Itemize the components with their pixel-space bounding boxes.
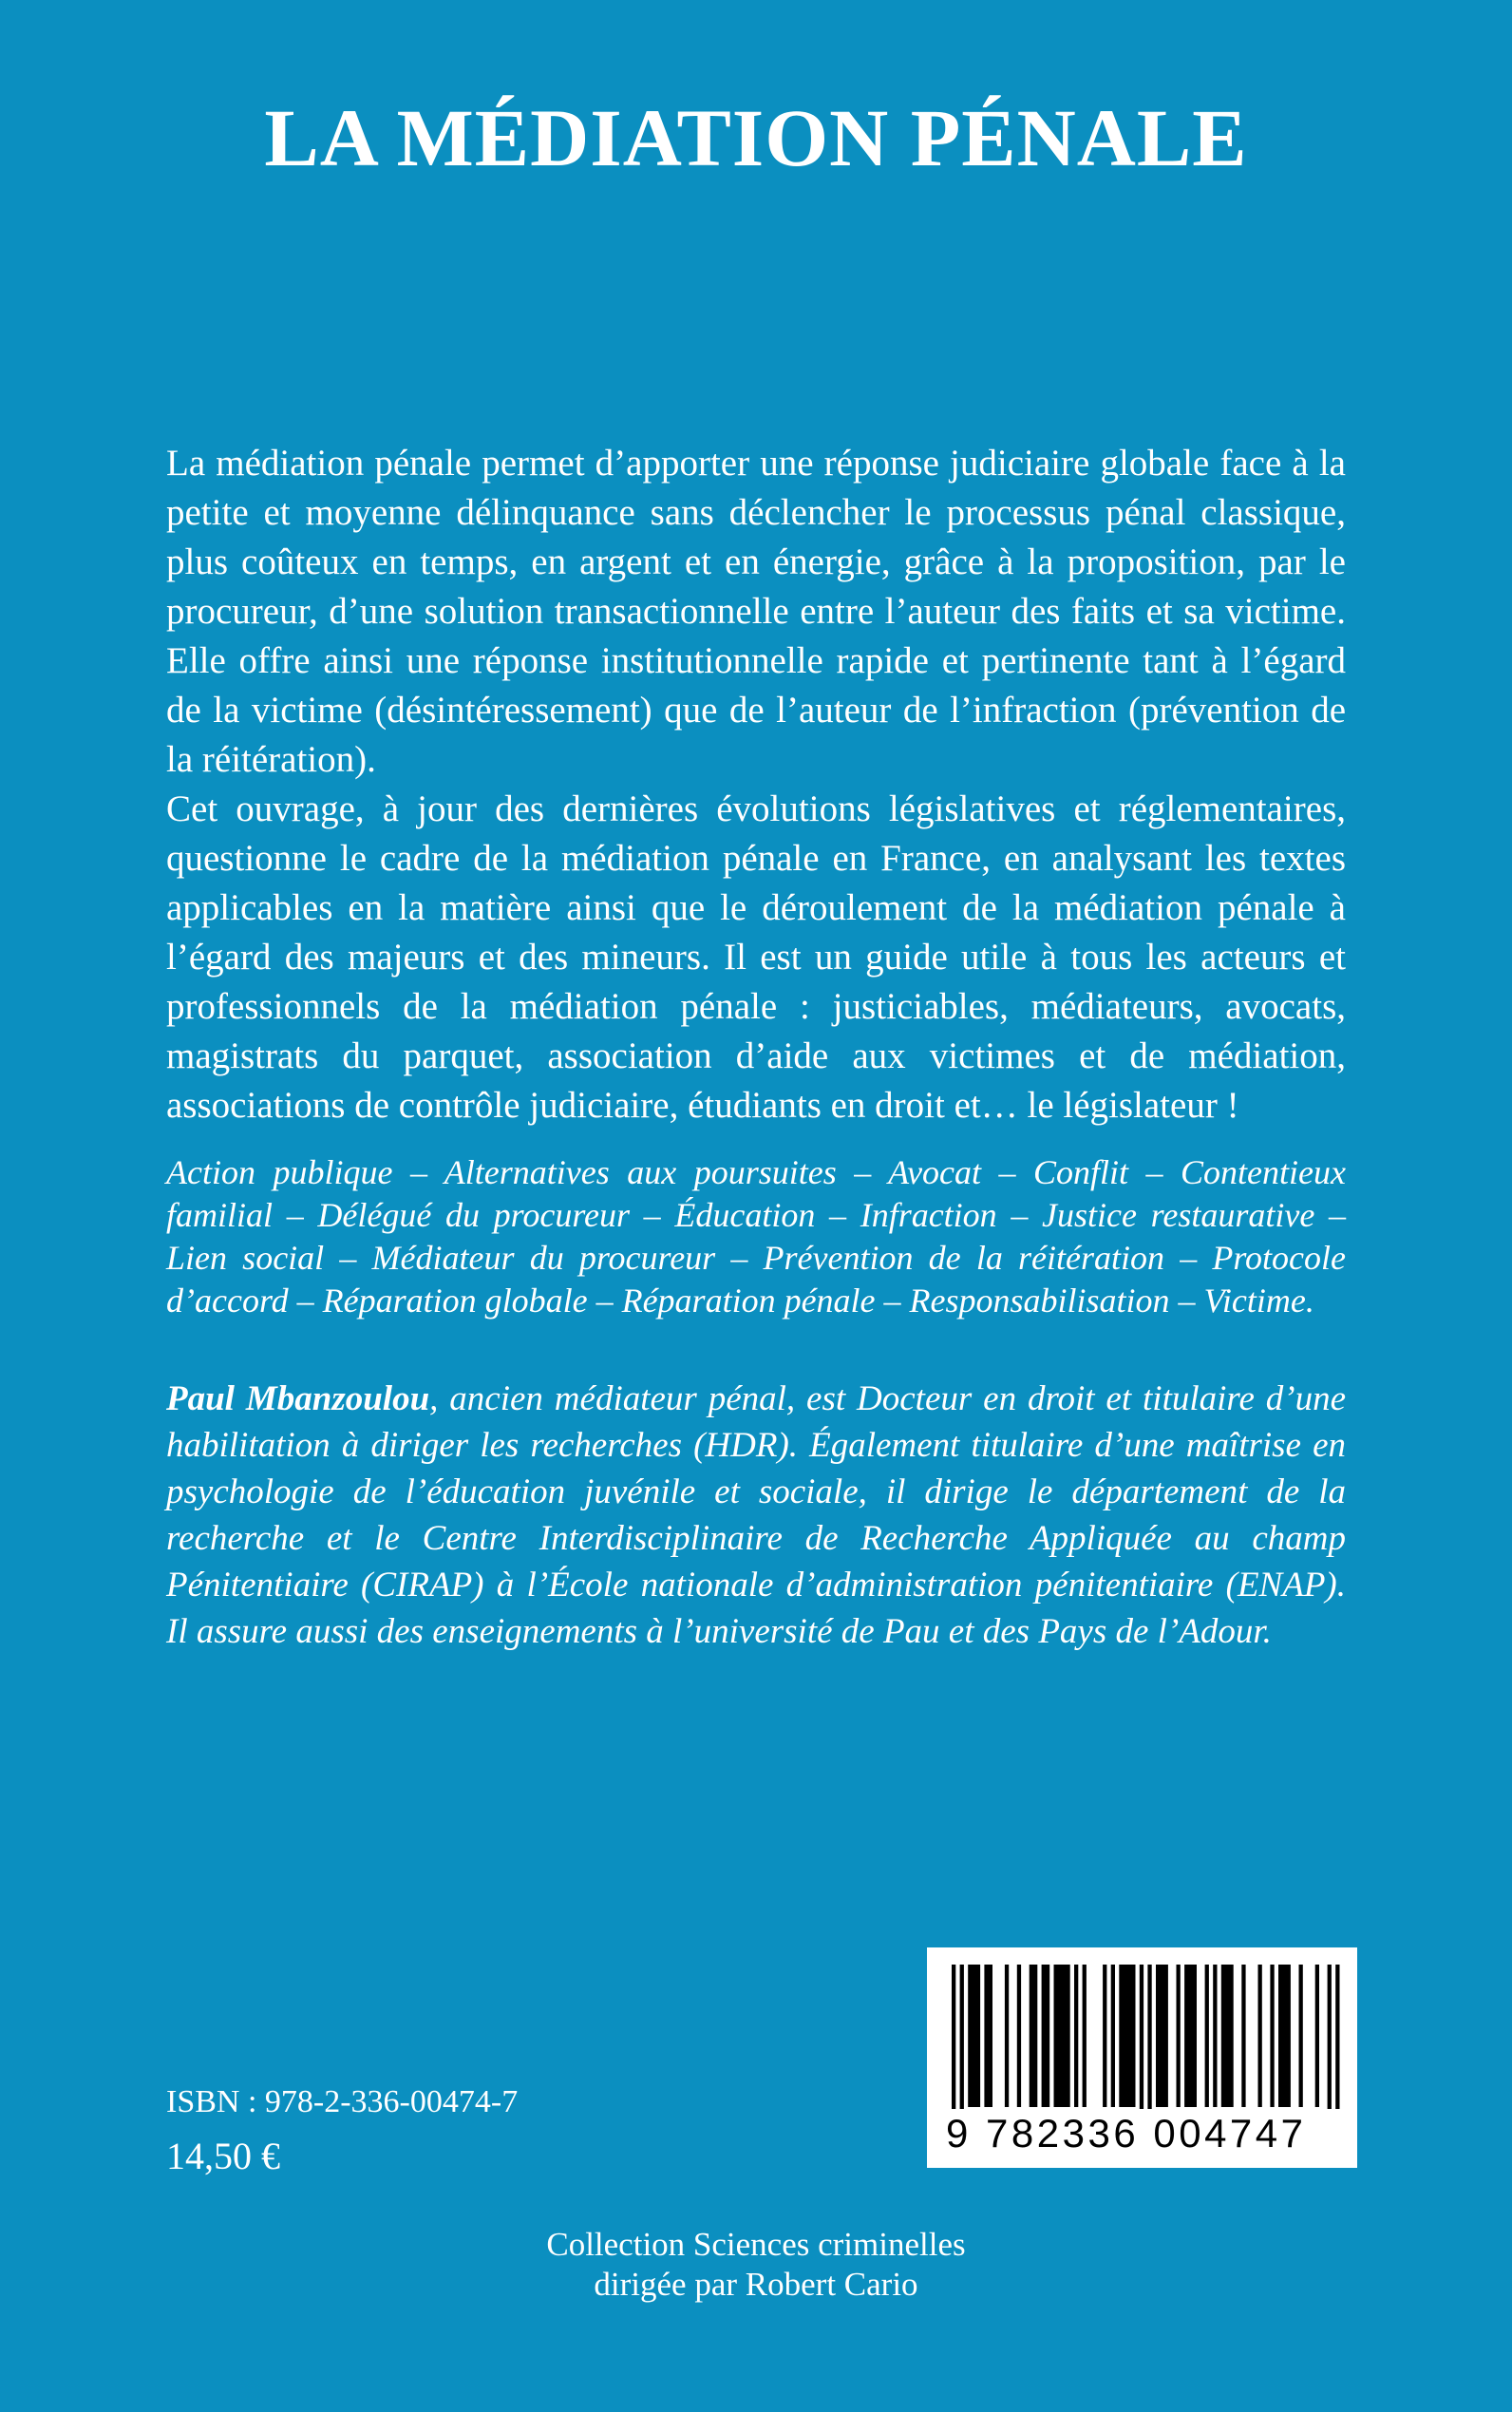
barcode-bar [1030, 1965, 1038, 2107]
summary-paragraph: Cet ouvrage, à jour des dernières évolutions législatives et réglementaires, questionne le cadre de la médiation pénale en France, en analysant les textes applicables en la matière ainsi que le déroulement de la médiation pénale à l’égard des majeurs et des mineurs. Il est un guide utile à tous les acteurs et professionnels de la médiation pénale : justiciables, médiateurs, avocats, magistrats du parquet, association d’aide aux victimes et de médiation, associations de contrôle judiciaire, étudiants en droit et… le législateur ! [166, 788, 1346, 1126]
barcode-bar [1017, 1965, 1021, 2107]
collection-info [0, 2225, 1512, 2305]
barcode-bar [1042, 1965, 1050, 2107]
barcode-bar [1103, 1965, 1106, 2107]
barcode-bar [1111, 1965, 1115, 2107]
barcode-bar [968, 1965, 980, 2107]
barcode-bar [1205, 1965, 1209, 2107]
barcode-bar [984, 1965, 992, 2107]
barcode-bar [1140, 1965, 1143, 2109]
barcode-bar [952, 1965, 955, 2109]
barcode-bar [1315, 1965, 1319, 2107]
barcode-bar [1299, 1965, 1303, 2107]
summary-paragraph: La médiation pénale permet d’apporter une réponse judiciaire globale face à la petite et moyenne délinquance sans déclencher le processus pénal classique, plus coûteux en temps, en argent et en énergie, grâce à la proposition, par le procureur, d’une solution transactionnelle entre l’auteur des faits et sa victime. Elle offre ainsi une réponse institutionnelle rapide et pertinente tant à l’égard de la victime (désintéressement) que de l’auteur de l’infraction (prévention de la réitération). [166, 443, 1346, 780]
barcode-bar [1241, 1965, 1245, 2107]
barcode-digits: 9 782336 004747 [946, 2111, 1307, 2156]
price: 14,50 € [166, 2135, 280, 2177]
barcode-bar [1147, 1965, 1151, 2109]
barcode-bar [1177, 1965, 1181, 2107]
barcode-bar [960, 1965, 964, 2109]
keywords-list: Action publique – Alternatives aux poursuites – Avocat – Conflit – Contentieux familial – Délégué du procureur – Éducation – Infraction – Justice restaurative – Lien social – Médiateur du procureur – Prévention de la réitération – Protocole d’accord – Réparation globale – Réparation pénale – Responsabilisation – Victime. [166, 1153, 1346, 1320]
barcode-bar [1328, 1965, 1332, 2109]
isbn: ISBN : 978-2-336-00474-7 [166, 2084, 519, 2119]
collection-director: dirigée par Robert Cario [594, 2266, 918, 2303]
barcode-bar [1119, 1965, 1135, 2107]
collection-name: Collection Sciences criminelles [546, 2226, 966, 2263]
barcode-bar [1221, 1965, 1234, 2107]
author-description: , ancien médiateur pénal, est Docteur en droit et titulaire d’une habilitation à diriger les recherches (HDR). Également titulaire d’une maîtrise en psychologie de l’éducation juvénile et sociale, il dirige le département de la recherche et le Centre Interdisciplinaire de Recherche Appliquée au champ Pénitentiaire (CIRAP) à l’École nationale d’administration pénitentiaire (ENAP). Il assure aussi des enseignements à l’université de Pau et des Pays de l’Adour. [166, 1379, 1346, 1651]
barcode-bar [1184, 1965, 1197, 2107]
barcode-bar [1213, 1965, 1217, 2107]
barcode-bar [1335, 1965, 1339, 2109]
barcode-bars [944, 1965, 1340, 2109]
barcode-bar [1258, 1965, 1262, 2107]
barcode-bar [1156, 1965, 1168, 2107]
barcode-bar [1278, 1965, 1291, 2107]
barcode-bar [1270, 1965, 1274, 2107]
author-bio [166, 1376, 1346, 1655]
book-title: LA MÉDIATION PÉNALE [264, 92, 1248, 183]
author-name: Paul Mbanzoulou [166, 1379, 430, 1418]
barcode-bar [1005, 1965, 1009, 2107]
barcode [927, 1947, 1357, 2168]
summary-block [166, 439, 1346, 1130]
barcode-bar [1074, 1965, 1078, 2107]
barcode-bar [1054, 1965, 1070, 2107]
barcode-bar [1083, 1965, 1087, 2107]
